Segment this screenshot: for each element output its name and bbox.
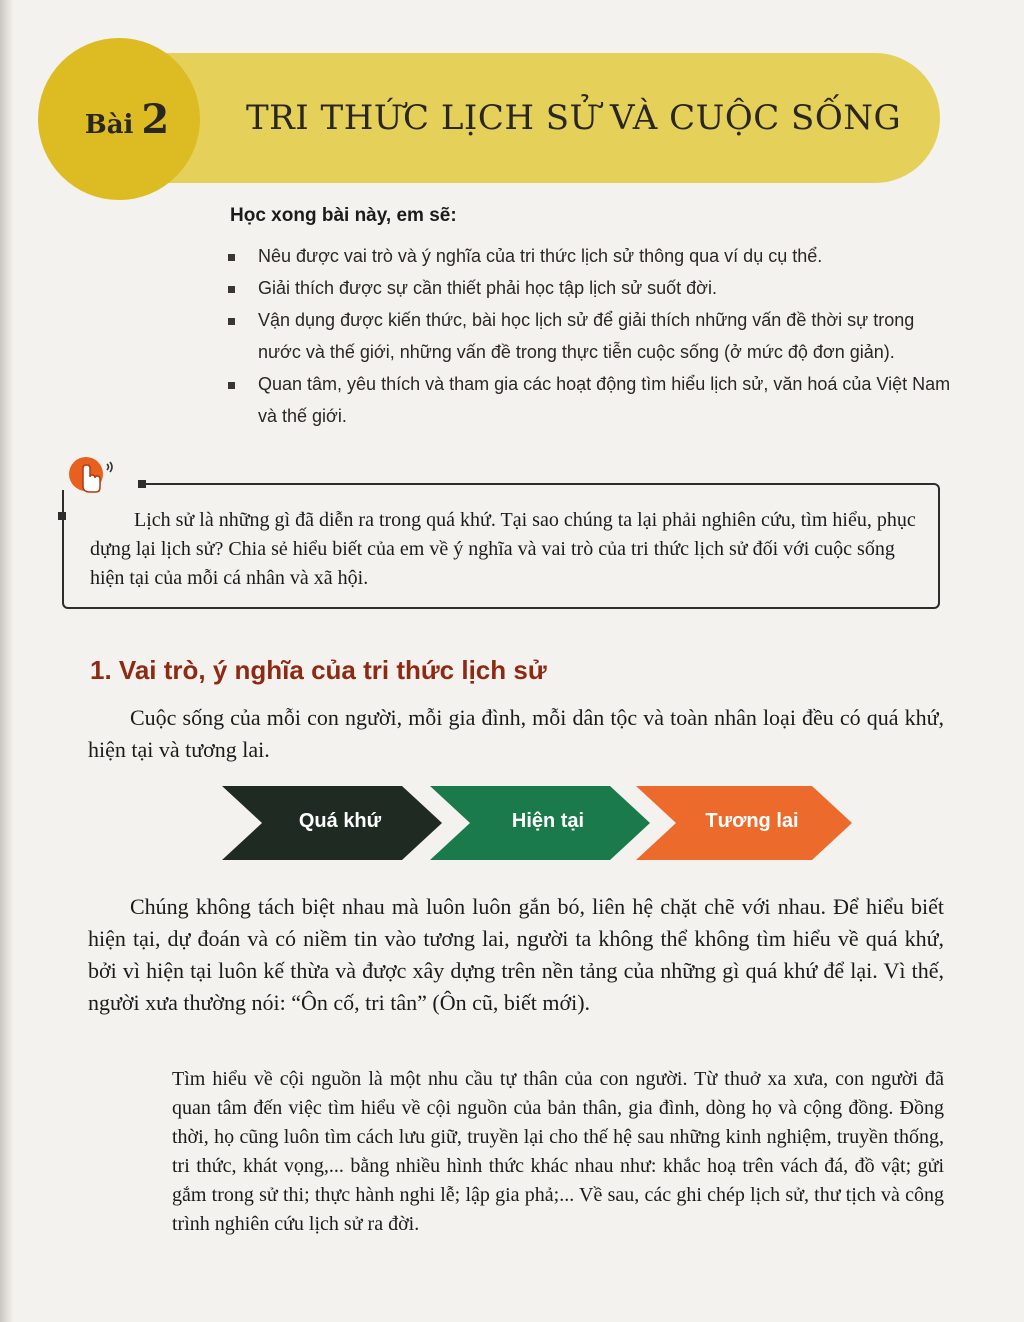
- objectives-list: [226, 240, 956, 432]
- section-quote: Tìm hiểu về cội nguồn là một nhu cầu tự thân của con người. Từ thuở xa xưa, con người đã quan tâm đến việc tìm hiểu về cội nguồn của bản thân, gia đình, dòng họ và cộng đồng. Đồng thời, họ cũng luôn tìm cách lưu giữ, truyền lại cho thế hệ sau những kinh nghiệm, truyền thống, tri thức, khát vọng,... bằng nhiều hình thức khác nhau như: khắc hoạ trên vách đá, đồ vật; gửi gắm trong sử thi; thực hành nghi lễ; lập gia phả;... Về sau, các ghi chép lịch sử, thư tịch và công trình nghiên cứu lịch sử ra đời.: [172, 1068, 944, 1235]
- lesson-badge-number: 2: [141, 95, 170, 143]
- intro-box-marker: [138, 480, 146, 488]
- objective-item: Vận dụng được kiến thức, bài học lịch sử để giải thích những vấn đề thời sự trong nước và thế giới, những vấn đề trong thực tiễn cuộc sống (ở mức độ đơn giản).: [226, 304, 956, 368]
- objective-item: Quan tâm, yêu thích và tham gia các hoạt động tìm hiểu lịch sử, văn hoá của Việt Nam và thế giới.: [226, 368, 956, 432]
- lesson-badge-word: Bài: [84, 109, 134, 140]
- section-title: 1. Vai trò, ý nghĩa của tri thức lịch sử: [90, 655, 547, 685]
- intro-box-marker: [58, 512, 66, 520]
- page-edge: [0, 0, 14, 1322]
- section-paragraph: Cuộc sống của mỗi con người, mỗi gia đình, mỗi dân tộc và toàn nhân loại đều có quá khứ, hiện tại và tương lai.: [88, 705, 944, 762]
- objectives-heading: Học xong bài này, em sẽ:: [230, 205, 457, 226]
- intro-question: Lịch sử là những gì đã diễn ra trong quá khứ. Tại sao chúng ta lại phải nghiên cứu, tìm hiểu, phục dựng lại lịch sử? Chia sẻ hiểu biết của em về ý nghĩa và vai trò của tri thức lịch sử đối với cuộc sống hiện tại của mỗi cá nhân và xã hội.: [90, 509, 916, 589]
- timeline-label-past: Quá khứ: [298, 810, 382, 832]
- lesson-badge: [38, 38, 200, 200]
- objective-item: Giải thích được sự cần thiết phải học tập lịch sử suốt đời.: [226, 272, 956, 304]
- section-paragraph: Chúng không tách biệt nhau mà luôn luôn gắn bó, liên hệ chặt chẽ với nhau. Để hiểu biết hiện tại, dự đoán và có niềm tin vào tương lai, người ta không thể không tìm hiểu về quá khứ, bởi vì hiện tại luôn kế thừa và được xây dựng trên nền tảng của những gì quá khứ để lại. Vì thế, người xưa thường nói: “Ôn cố, tri tân” (Ôn cũ, biết mới).: [88, 894, 944, 1015]
- timeline-diagram: [222, 786, 862, 860]
- timeline-label-future: Tương lai: [705, 810, 799, 832]
- objective-item: Nêu được vai trò và ý nghĩa của tri thức lịch sử thông qua ví dụ cụ thể.: [226, 240, 956, 272]
- hand-pointer-icon: [66, 452, 118, 504]
- timeline-label-present: Hiện tại: [511, 810, 585, 832]
- lesson-title: TRI THỨC LỊCH SỬ VÀ CUỘC SỐNG: [246, 98, 902, 138]
